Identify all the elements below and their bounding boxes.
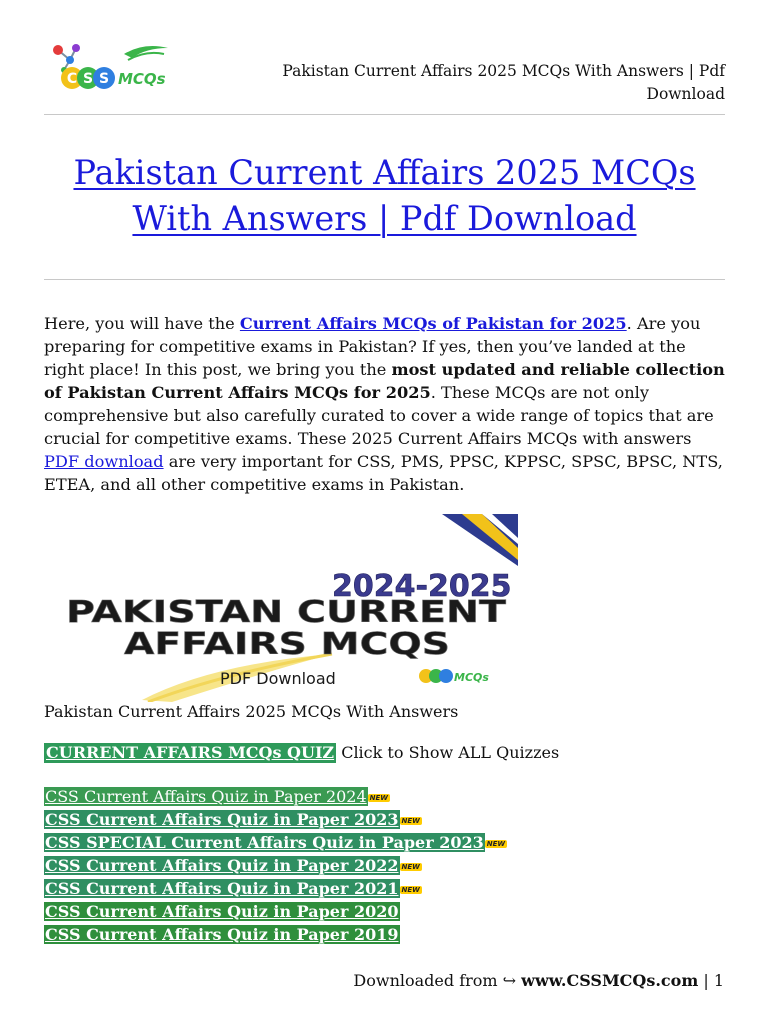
list-item: [44, 923, 725, 946]
quiz-link-2019[interactable]: CSS Current Affairs Quiz in Paper 2019: [45, 925, 399, 944]
list-item: [44, 808, 725, 831]
svg-text:C: C: [66, 71, 78, 87]
page-footer: [353, 970, 724, 992]
quiz-button-line: [44, 742, 559, 764]
page-number: 1: [713, 971, 724, 990]
banner-line-2: AFFAIRS MCQS: [124, 627, 450, 662]
page-title-link[interactable]: Pakistan Current Affairs 2025 MCQs With Answers | Pdf Download: [73, 153, 696, 238]
new-badge-icon: NEW: [401, 886, 420, 894]
intro-text-1: Here, you will have the: [44, 314, 240, 333]
list-item: [44, 854, 725, 877]
image-caption: Pakistan Current Affairs 2025 MCQs With Answers: [44, 702, 459, 721]
banner-line-1: PAKISTAN CURRENT: [66, 595, 507, 630]
quiz-link-2023[interactable]: CSS Current Affairs Quiz in Paper 2023: [45, 810, 399, 829]
current-affairs-quiz-button[interactable]: CURRENT AFFAIRS MCQs QUIZ: [46, 743, 335, 762]
new-badge-icon: NEW: [369, 794, 389, 802]
new-badge-icon: NEW: [401, 817, 420, 825]
new-badge-icon: NEW: [486, 840, 506, 848]
list-item: [44, 831, 725, 854]
intro-paragraph: [44, 312, 725, 496]
banner-subtitle: PDF Download: [220, 669, 336, 688]
cssmcqs-logo: [46, 40, 170, 96]
intro-bold-text: most updated and reliable collection of Pakistan Current Affairs MCQs for 2025: [44, 360, 725, 402]
quiz-link-2021[interactable]: CSS Current Affairs Quiz in Paper 2021: [45, 879, 399, 898]
intro-text-4: are very important for CSS, PMS, PPSC, KPPSC, SPSC, BPSC, NTS, ETEA, and all other competitive exams in Pakistan.: [44, 452, 723, 494]
banner-image: [62, 514, 518, 702]
new-badge-icon: NEW: [401, 863, 420, 871]
svg-text:MCQs: MCQs: [454, 671, 489, 684]
svg-text:S: S: [82, 71, 94, 87]
footer-prefix: Downloaded from: [353, 971, 503, 990]
quiz-button-hint: Click to Show ALL Quizzes: [336, 743, 560, 762]
footer-separator: |: [698, 971, 714, 990]
svg-text:MCQs: MCQs: [118, 70, 166, 88]
current-affairs-link[interactable]: Current Affairs MCQs of Pakistan for 2025: [239, 314, 627, 333]
list-item: [44, 877, 725, 900]
page-header: [44, 38, 725, 114]
banner-year: 2024-2025: [332, 569, 512, 604]
title-divider: [44, 279, 725, 280]
quiz-link-2022[interactable]: CSS Current Affairs Quiz in Paper 2022: [45, 856, 399, 875]
header-title: Pakistan Current Affairs 2025 MCQs With Answers | Pdf Download: [282, 62, 725, 103]
quiz-link-list: [44, 785, 725, 946]
quiz-link-2024[interactable]: CSS Current Affairs Quiz in Paper 2024: [45, 787, 367, 806]
intro-text-2: . Are you preparing for competitive exams in Pakistan? If yes, then you’ve landed at the right place! In this post, we bring you the: [44, 314, 701, 379]
header-divider: [44, 114, 725, 115]
list-item: [44, 785, 725, 808]
list-item: [44, 900, 725, 923]
svg-text:S: S: [98, 71, 110, 87]
quiz-link-2020[interactable]: CSS Current Affairs Quiz in Paper 2020: [45, 902, 399, 921]
quiz-link-special-2023[interactable]: CSS SPECIAL Current Affairs Quiz in Paper 2023: [45, 833, 484, 852]
pdf-download-link[interactable]: PDF download: [44, 452, 164, 471]
redirect-arrow-icon: ↪: [502, 971, 517, 990]
footer-site-link[interactable]: www.CSSMCQs.com: [521, 971, 699, 990]
intro-text-3: . These MCQs are not only comprehensive but also carefully curated to cover a wide range of topics that are crucial for competitive exams. These 2025 Current Affairs MCQs with answers: [44, 383, 714, 448]
